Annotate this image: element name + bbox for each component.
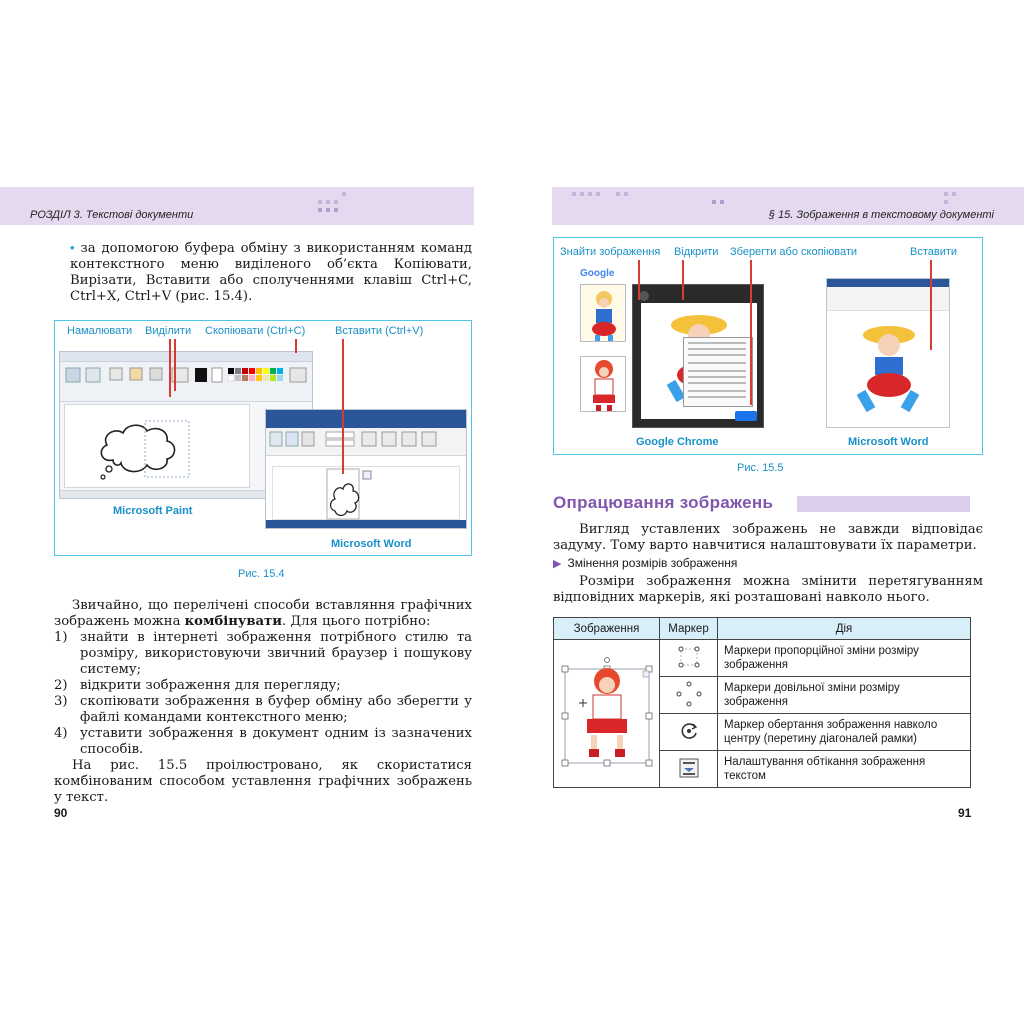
paint-caption-label: Microsoft Paint [113, 505, 193, 517]
visit-button[interactable] [735, 411, 757, 421]
action-cell: Налаштування обтікання зображення текстом [718, 751, 971, 788]
google-results-panel [580, 268, 630, 418]
arrow-insert [930, 260, 932, 350]
decor-square [326, 208, 330, 212]
section-title-bar [797, 496, 970, 512]
paint-ribbon [60, 362, 312, 402]
girl-thumbnail-icon [581, 285, 627, 343]
step-number: 4) [54, 726, 68, 741]
step-number: 3) [54, 694, 68, 709]
table-row [554, 640, 971, 677]
decor-square [720, 200, 724, 204]
word-caption-label: Microsoft Word [331, 538, 412, 550]
arrow-paste [342, 339, 344, 474]
steps-list [54, 630, 472, 806]
arrow-select [169, 339, 171, 397]
word-window [265, 409, 467, 529]
decor-square [326, 200, 330, 204]
word-document-area [272, 466, 460, 520]
cloud-drawing-icon [65, 405, 251, 489]
subsection-title [553, 556, 737, 570]
step-item [54, 630, 472, 678]
arrow-open [682, 260, 684, 300]
markers-table [553, 617, 971, 788]
step-number: 2) [54, 678, 68, 693]
pasted-cloud-icon [273, 467, 461, 521]
step-item [54, 694, 472, 726]
decor-square [616, 192, 620, 196]
label-copy: Скопіювати (Ctrl+C) [205, 325, 306, 337]
context-menu-items [684, 338, 754, 408]
inserted-girl-image [827, 311, 951, 429]
label-open: Відкрити [674, 246, 719, 258]
table-image-cell [554, 640, 660, 788]
arrow-save [750, 260, 752, 405]
page-number-left: 90 [54, 806, 68, 820]
google-logo: Google [580, 268, 615, 279]
marker-cell [660, 714, 718, 751]
decor-square [944, 192, 948, 196]
step-item [54, 678, 472, 694]
decor-square [580, 192, 584, 196]
selected-girl-image [557, 657, 657, 767]
table-header-cell: Дія [718, 618, 971, 640]
decor-square [952, 192, 956, 196]
step-number: 1) [54, 630, 68, 645]
decor-square [334, 208, 338, 212]
decor-square [318, 208, 322, 212]
marker-cell [660, 640, 718, 677]
label-insert: Вставити [910, 246, 958, 258]
chrome-image-viewer [632, 284, 764, 428]
arrow-draw [174, 339, 176, 391]
word-ribbon [266, 428, 466, 456]
bullet-icon: • [70, 240, 75, 255]
chrome-caption-label: Google Chrome [636, 436, 719, 448]
label-draw: Намалювати [67, 325, 133, 337]
section-title: Опрацювання зображень [553, 493, 774, 512]
label-save: Зберегти або скопіювати [730, 246, 857, 258]
marker-cell [660, 751, 718, 788]
decor-square [624, 192, 628, 196]
paragraph-1: Вигляд уставлених зображень не завжди відповідає задуму. Тому варто навчитися налаштовувати їх параметри. [553, 522, 983, 553]
wrap-text-icon [674, 753, 704, 783]
decor-square [318, 200, 322, 204]
step-text: скопіювати зображення в буфер обміну або зберегти у файлі командами контекстного меню; [80, 694, 472, 725]
decor-square [334, 200, 338, 204]
arrow-copy [295, 339, 297, 353]
intro-bold: комбінувати [184, 614, 282, 629]
word-title-bar [266, 410, 466, 420]
step-text: відкрити зображення для перегляду; [80, 678, 341, 693]
label-select: Виділити [145, 325, 192, 337]
result-thumbnail[interactable] [580, 284, 626, 342]
label-find: Знайти зображення [560, 246, 661, 258]
intro-text-end: . Для цього потрібно: [282, 614, 431, 629]
intro-text: Звичайно, що перелічені способи вставляння графічних зображень можна [54, 598, 472, 629]
left-running-header: РОЗДІЛ 3. Текстові документи [30, 209, 194, 221]
paint-canvas [64, 404, 250, 488]
decor-square [596, 192, 600, 196]
step-text: знайти в інтернеті зображення потрібного стилю та розміру, використовуючи звичний браузер і пошукову систему; [80, 630, 472, 677]
decor-square [342, 192, 346, 196]
arrow-find [638, 260, 640, 300]
close-icon[interactable] [639, 291, 649, 301]
word-ribbon-tabs [266, 420, 466, 428]
bullet-text: за допомогою буфера обміну з використанням команд контекстного меню виділеного об’єкта Копіювати, Вирізати, Вставити або сполученнями клавіш Ctrl+C, Ctrl+X, Ctrl+V (рис. 15.4). [70, 241, 472, 304]
decor-square [572, 192, 576, 196]
decor-square [588, 192, 592, 196]
action-cell: Маркери пропорційної зміни розміру зображення [718, 640, 971, 677]
decor-square [712, 200, 716, 204]
table-header-row [554, 618, 971, 640]
action-cell: Маркер обертання зображення навколо центру (перетину діагоналей рамки) [718, 714, 971, 751]
table-header-cell: Маркер [660, 618, 718, 640]
corner-markers-icon [674, 642, 704, 672]
word-caption-label: Microsoft Word [848, 436, 929, 448]
triangle-bullet-icon: ▶ [553, 558, 562, 570]
figure-15-5-caption: Рис. 15.5 [737, 462, 784, 474]
bullet-paragraph [70, 240, 472, 305]
table-header-cell: Зображення [554, 618, 660, 640]
subsection-text: Змінення розмірів зображення [567, 556, 738, 570]
step-item [54, 726, 472, 758]
figure-15-4 [54, 320, 472, 556]
word-toolbar-icons [266, 428, 466, 456]
side-markers-icon [674, 679, 704, 709]
figure-15-4-caption: Рис. 15.4 [238, 568, 285, 580]
step-text: уставити зображення в документ одним із зазначених способів. [80, 726, 472, 757]
word-status-bar [266, 520, 466, 528]
girl-wreath-thumbnail-icon [581, 357, 627, 413]
intro-paragraph [54, 598, 472, 630]
context-menu[interactable] [683, 337, 753, 407]
paint-title-bar [60, 352, 312, 362]
right-running-header: § 15. Зображення в текстовому документі [768, 209, 994, 221]
right-page [512, 0, 1024, 1024]
action-cell: Маркери довільної зміни розміру зображення [718, 677, 971, 714]
page-number-right: 91 [958, 806, 972, 820]
label-paste: Вставити (Ctrl+V) [335, 325, 424, 337]
rotate-marker-icon [674, 716, 704, 746]
marker-cell [660, 677, 718, 714]
final-paragraph: На рис. 15.5 проілюстровано, як скористатися комбінованим способом уставлення графічних зображень у текст. [54, 758, 472, 805]
decor-square [944, 200, 948, 204]
paint-toolbar-icons [60, 362, 312, 402]
figure-15-5 [553, 237, 983, 455]
paragraph-2: Розміри зображення можна змінити перетягуванням відповідних маркерів, які розташовані навколо нього. [553, 574, 983, 605]
result-thumbnail[interactable] [580, 356, 626, 412]
